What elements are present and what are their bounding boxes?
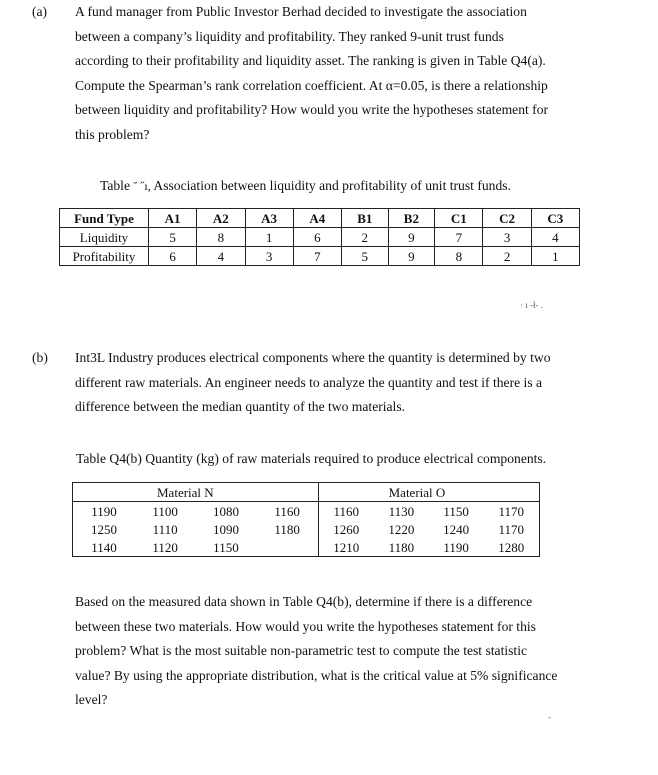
table-b-row <box>73 538 540 557</box>
table-b-cell: 1140 <box>91 539 117 555</box>
table-a-cell: 7 <box>293 247 341 266</box>
question-b-label: (b) <box>32 350 48 365</box>
table-a-cell: 5 <box>149 228 197 247</box>
table-b-cell: 1130 <box>388 503 415 519</box>
table-b-cell: 1190 <box>443 539 469 555</box>
table-a-cell: 2 <box>483 247 531 266</box>
table-a-header: A2 <box>197 209 245 228</box>
table-a-cell: Liquidity <box>60 228 149 247</box>
table-a-header: A3 <box>245 209 293 228</box>
table-a-header: Fund Type <box>60 209 149 228</box>
table-b-cell: 1160 <box>333 503 360 519</box>
table-b-cell: 1170 <box>498 521 525 537</box>
table-a-header: B1 <box>342 209 389 228</box>
table-b-cell: 1120 <box>152 539 178 555</box>
table-a-cell: 2 <box>342 228 389 247</box>
table-a-row-profitability <box>60 247 580 266</box>
question-a-text <box>75 0 580 148</box>
table-b-row <box>73 520 540 538</box>
table-a-cell: 1 <box>531 247 579 266</box>
table-b-caption: Table Q4(b) Quantity (kg) of raw materials required to produce electrical components. <box>76 451 547 466</box>
table-a-cell: 8 <box>435 247 483 266</box>
table-a-header: C2 <box>483 209 531 228</box>
table-a-header: C3 <box>531 209 579 228</box>
table-a-cell: 3 <box>483 228 531 247</box>
table-b-header-row <box>73 483 540 502</box>
stray-mark-b: - <box>548 712 551 722</box>
table-a-cell: 8 <box>197 228 245 247</box>
table-b-cell: 1180 <box>257 520 318 538</box>
table-b-cell <box>257 538 318 557</box>
table-b-cell: 1160 <box>257 502 318 521</box>
table-a-cell: Profitability <box>60 247 149 266</box>
question-b-line-1: Int3L Industry produces electrical components where the quantity is determined by two <box>75 350 551 365</box>
table-b-cell: 1220 <box>388 521 415 537</box>
table-a-cell: 7 <box>435 228 483 247</box>
table-b-cell: 1170 <box>498 503 525 519</box>
table-a-caption-text: Association between liquidity and profitability of unit trust funds. <box>153 178 511 193</box>
table-q4b <box>72 482 540 557</box>
table-a-cell: 9 <box>388 228 435 247</box>
table-b-cell: 1150 <box>213 539 239 555</box>
table-a-cell: 9 <box>388 247 435 266</box>
question-a-line-5: between liquidity and profitability? How would you write the hypotheses statement for <box>75 102 549 118</box>
table-b-cell: 1190 <box>91 503 117 519</box>
table-b-cell: 1150 <box>443 503 469 519</box>
question-b-followup <box>75 590 580 713</box>
table-a-row-liquidity <box>60 228 580 247</box>
table-a-cell: 1 <box>245 228 293 247</box>
table-a-cell: 6 <box>149 247 197 266</box>
table-b-cell: 1110 <box>152 521 178 537</box>
table-b-cell: 1280 <box>498 539 525 555</box>
question-b-line-2: different raw materials. An engineer needs to analyze the quantity and test if there is a <box>75 374 543 390</box>
table-a-header: C1 <box>435 209 483 228</box>
table-a-header: B2 <box>388 209 435 228</box>
table-b-group-o: Material O <box>318 483 539 502</box>
followup-line-2: between these two materials. How would you write the hypotheses statement for this <box>75 618 536 634</box>
followup-line-5: level? <box>75 692 108 708</box>
table-b-cell: 1100 <box>152 503 178 519</box>
stray-marks-a: · ı -ł- . <box>520 300 543 310</box>
table-b-cell: 1210 <box>333 539 360 555</box>
table-a-cell: 3 <box>245 247 293 266</box>
followup-line-3: problem? What is the most suitable non-parametric test to compute the test statistic <box>75 643 528 659</box>
table-b-row <box>73 502 540 521</box>
table-a-header-row <box>60 209 580 228</box>
followup-line-4: value? By using the appropriate distribution, what is the critical value at 5% significance <box>75 667 558 683</box>
followup-line-1: Based on the measured data shown in Table Q4(b), determine if there is a difference <box>75 594 533 609</box>
table-a-caption <box>100 178 511 194</box>
table-b-cell: 1260 <box>333 521 360 537</box>
question-a-line-6: this problem? <box>75 126 150 142</box>
question-a-line-4: Compute the Spearman’s rank correlation coefficient. At α=0.05, is there a relationship <box>75 77 548 93</box>
table-b-cell: 1180 <box>388 539 415 555</box>
question-a-line-3: according to their profitability and liquidity asset. The ranking is given in Table Q4(a). <box>75 53 546 69</box>
table-a-caption-glyphs: ˘ ˝ı, <box>133 179 151 193</box>
table-b-cell: 1090 <box>212 521 239 537</box>
table-a-cell: 6 <box>293 228 341 247</box>
question-a-line-2: between a company’s liquidity and profitability. They ranked 9-unit trust funds <box>75 28 504 44</box>
question-b-line-3: difference between the median quantity of the two materials. <box>75 399 406 415</box>
question-a-label: (a) <box>32 4 48 19</box>
table-a-header: A4 <box>293 209 341 228</box>
table-b-cell: 1250 <box>91 521 117 537</box>
table-a-header: A1 <box>149 209 197 228</box>
table-a-cell: 4 <box>197 247 245 266</box>
question-b-text <box>75 346 580 420</box>
table-a-caption-prefix: Table <box>100 178 130 193</box>
table-a-cell: 5 <box>342 247 389 266</box>
table-a-cell: 4 <box>531 228 579 247</box>
table-b-cell: 1240 <box>443 521 470 537</box>
table-b-group-n: Material N <box>73 483 319 502</box>
table-q4a <box>59 208 580 266</box>
question-a-line-1: A fund manager from Public Investor Berhad decided to investigate the association <box>75 4 527 19</box>
table-b-cell: 1080 <box>212 503 239 519</box>
